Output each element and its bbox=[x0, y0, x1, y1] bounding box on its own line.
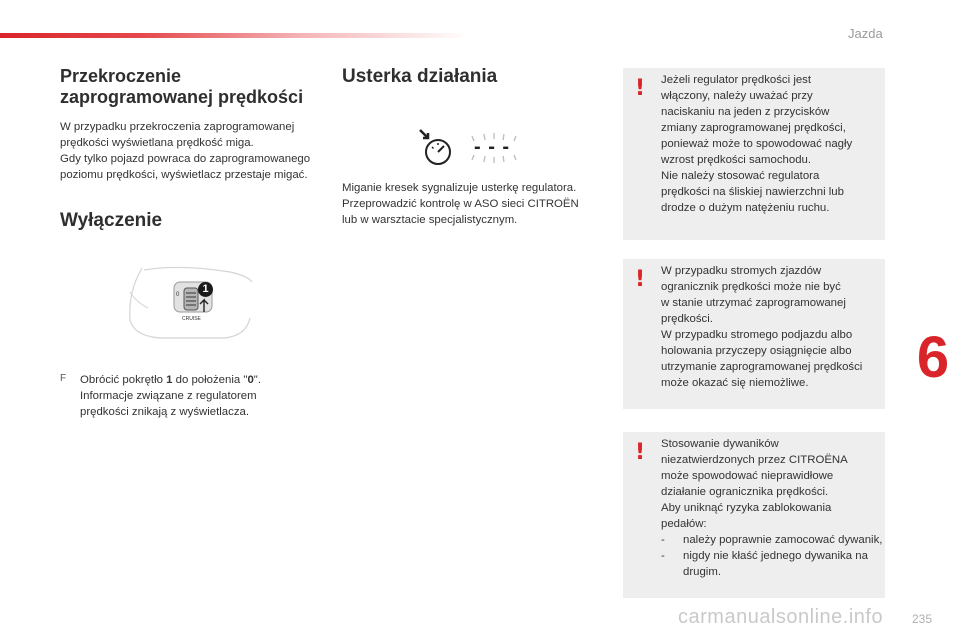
section-title-overspeed-line1: Przekroczenie bbox=[60, 66, 182, 86]
page-number: 235 bbox=[912, 612, 933, 626]
warning-box-2 bbox=[623, 259, 885, 409]
instr-bold-position: 0 bbox=[247, 374, 254, 386]
instr-text-before: Obrócić pokrętło bbox=[80, 374, 167, 386]
header-accent-bar bbox=[0, 33, 470, 38]
section-title-malfunction: Usterka działania bbox=[342, 66, 498, 87]
instr-bold-knob: 1 bbox=[166, 374, 173, 386]
malfunction-body: Miganie kresek sygnalizuje usterkę regulatora. Przeprowadzić kontrolę w ASO sieci CITROËN lub w warsztacie specjalistycznym. bbox=[342, 182, 579, 226]
list-dash: - bbox=[661, 550, 665, 562]
watermark: carmanualsonline.info bbox=[678, 606, 884, 628]
bullet-flag-icon: F bbox=[60, 373, 67, 384]
warning-3-text: Stosowanie dywaników niezatwierdzonych przez CITROËNA może spowodować nieprawidłowe działanie ogranicznika prędkości. Aby uniknąć ryzyka zablokowania pedałów: bbox=[661, 438, 848, 530]
switch-off-instruction-text bbox=[80, 372, 310, 420]
speedometer-icon bbox=[418, 128, 458, 168]
warning-2-text: W przypadku stromych zjazdów ogranicznik prędkości może nie być w stanie utrzymać zaprogramowanej prędkości. W przypadku stromego podjazdu albo holowania przyczepy osiągnięcie albo utrzymanie zaprogramowanej prędkości może okazać się niemożliwe. bbox=[661, 265, 863, 389]
display-dashes: - - - bbox=[474, 136, 511, 158]
list-item-text: nigdy nie kłaść jednego dywanika na drugim. bbox=[683, 550, 868, 578]
list-item-text: należy poprawnie zamocować dywanik, bbox=[683, 534, 883, 546]
overspeed-body: W przypadku przekroczenia zaprogramowanej prędkości wyświetlana prędkość miga. Gdy tylko pojazd powraca do zaprogramowanego poziomu prędkości, wyświetlacz przestaje migać. bbox=[60, 121, 311, 181]
warning-1-text: Jeżeli regulator prędkości jest włączony, należy uważać przy naciskaniu na jeden z przycisków zmiany zaprogramowanej prędkości, ponieważ może to spowodować nagły wzrost prędkości samochodu. Nie należy stosować regulatora prędkości na śliskiej nawierzchni lub drodze o dużym natężeniu ruchu. bbox=[661, 74, 853, 214]
instr-text-after: ". Informacje związane z regulatorem prędkości znikają z wyświetlacza. bbox=[80, 374, 261, 418]
list-dash: - bbox=[661, 534, 665, 546]
section-title-overspeed-line2: zaprogramowanej prędkości bbox=[60, 87, 304, 107]
section-title-switch-off: Wyłączenie bbox=[60, 210, 163, 231]
warning-exclamation-icon: ! bbox=[635, 76, 646, 101]
cruise-knob-illustration bbox=[120, 262, 255, 340]
instr-text-mid: do położenia " bbox=[172, 374, 248, 386]
callout-number-1-icon: 1 bbox=[198, 282, 213, 297]
warning-box-1 bbox=[623, 68, 885, 240]
warning-exclamation-icon: ! bbox=[635, 267, 646, 292]
knob-zero-label: 0 bbox=[176, 292, 180, 298]
list-item bbox=[661, 532, 889, 548]
list-item bbox=[661, 548, 889, 580]
warning-3-list bbox=[661, 532, 889, 580]
chapter-tab: 6 bbox=[906, 322, 960, 392]
knob-cruise-label: CRUISE bbox=[182, 316, 201, 322]
warning-exclamation-icon: ! bbox=[635, 440, 646, 465]
section-title-overspeed bbox=[60, 66, 303, 108]
section-label: Jazda bbox=[848, 26, 883, 41]
warning-box-3 bbox=[623, 432, 885, 598]
